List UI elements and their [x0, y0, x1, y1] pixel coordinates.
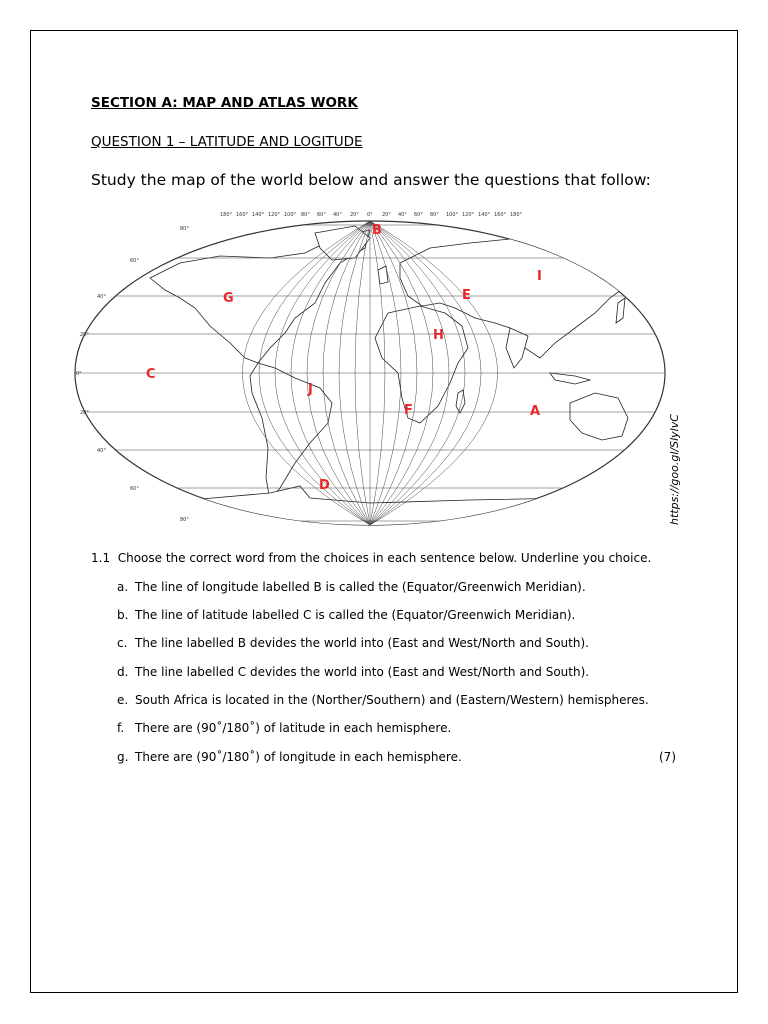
map-label-c: C [146, 367, 156, 382]
question-item-letter: c. [117, 636, 128, 650]
question-item-letter: a. [117, 580, 129, 594]
question-item-b [117, 608, 575, 622]
question-instruction-text: Choose the correct word from the choices in each sentence below. Underline you choice. [117, 551, 652, 565]
tick-side-8: 80° [180, 517, 189, 523]
tick-side-4: 0° [76, 371, 82, 377]
question-item-a [117, 580, 586, 594]
question-item-f [117, 721, 451, 735]
top-degree-ticks [220, 212, 523, 218]
tick-top-1: 160° [236, 212, 249, 218]
map-label-h: H [433, 328, 444, 343]
map-label-a: A [530, 404, 541, 419]
tick-side-7: 60° [130, 486, 139, 492]
tick-top-2: 140° [252, 212, 265, 218]
map-label-b: B [372, 223, 382, 238]
tick-side-5: 20° [80, 410, 89, 416]
question-item-text: There are (90˚/180˚) of latitude in each hemisphere. [135, 721, 452, 735]
intro-text: Study the map of the world below and answer the questions that follow: [91, 171, 651, 189]
question-item-letter: g. [117, 750, 129, 764]
tick-top-17: 160° [494, 212, 507, 218]
tick-top-8: 20° [350, 212, 359, 218]
question-item-text: The line of longitude labelled B is called the (Equator/Greenwich Meridian). [135, 580, 586, 594]
tick-top-18: 180° [510, 212, 523, 218]
question-item-letter: b. [117, 608, 129, 622]
tick-top-9: 0° [367, 212, 373, 218]
question-item-text: South Africa is located in the (Norther/Southern) and (Eastern/Western) hemispheres. [135, 693, 649, 707]
question-item-text: There are (90˚/180˚) of longitude in each hemisphere. [135, 750, 462, 764]
world-map [70, 208, 670, 528]
map-label-e: E [462, 288, 471, 303]
tick-side-1: 60° [130, 258, 139, 264]
tick-top-16: 140° [478, 212, 491, 218]
tick-side-2: 40° [97, 294, 106, 300]
tick-top-13: 80° [430, 212, 439, 218]
tick-top-7: 40° [333, 212, 342, 218]
section-title: SECTION A: MAP AND ATLAS WORK [91, 95, 358, 111]
tick-top-3: 120° [268, 212, 281, 218]
question-number: 1.1 [91, 551, 111, 565]
question-item-d [117, 665, 589, 679]
map-label-g: G [223, 291, 234, 306]
map-label-d: D [319, 478, 330, 493]
question-item-letter: f. [117, 721, 125, 735]
question-item-e [117, 693, 649, 707]
question-item-g [117, 750, 462, 764]
question-item-letter: d. [117, 665, 129, 679]
question-item-text: The line labelled B devides the world into (East and West/North and South). [135, 636, 589, 650]
question-item-c [117, 636, 589, 650]
tick-top-6: 60° [317, 212, 326, 218]
tick-top-14: 100° [446, 212, 459, 218]
tick-side-3: 20° [80, 332, 89, 338]
tick-top-5: 80° [301, 212, 310, 218]
tick-top-15: 120° [462, 212, 475, 218]
question-marks: (7) [659, 750, 676, 764]
question-item-text: The line labelled C devides the world into (East and West/North and South). [135, 665, 590, 679]
tick-side-6: 40° [97, 448, 106, 454]
tick-top-4: 100° [284, 212, 297, 218]
tick-top-11: 40° [398, 212, 407, 218]
map-label-f: F [404, 403, 413, 418]
tick-top-12: 60° [414, 212, 423, 218]
tick-top-10: 20° [382, 212, 391, 218]
map-source-url: https://goo.gl/SlylvC [668, 414, 681, 525]
map-label-i: I [537, 269, 542, 284]
map-label-j: J [308, 382, 313, 397]
question-title: QUESTION 1 – LATITUDE AND LOGITUDE [91, 134, 363, 150]
question-item-letter: e. [117, 693, 129, 707]
question-item-text: The line of latitude labelled C is called the (Equator/Greenwich Meridian). [135, 608, 576, 622]
tick-top-0: 180° [220, 212, 233, 218]
tick-side-0: 80° [180, 226, 189, 232]
question-instruction [91, 551, 651, 565]
